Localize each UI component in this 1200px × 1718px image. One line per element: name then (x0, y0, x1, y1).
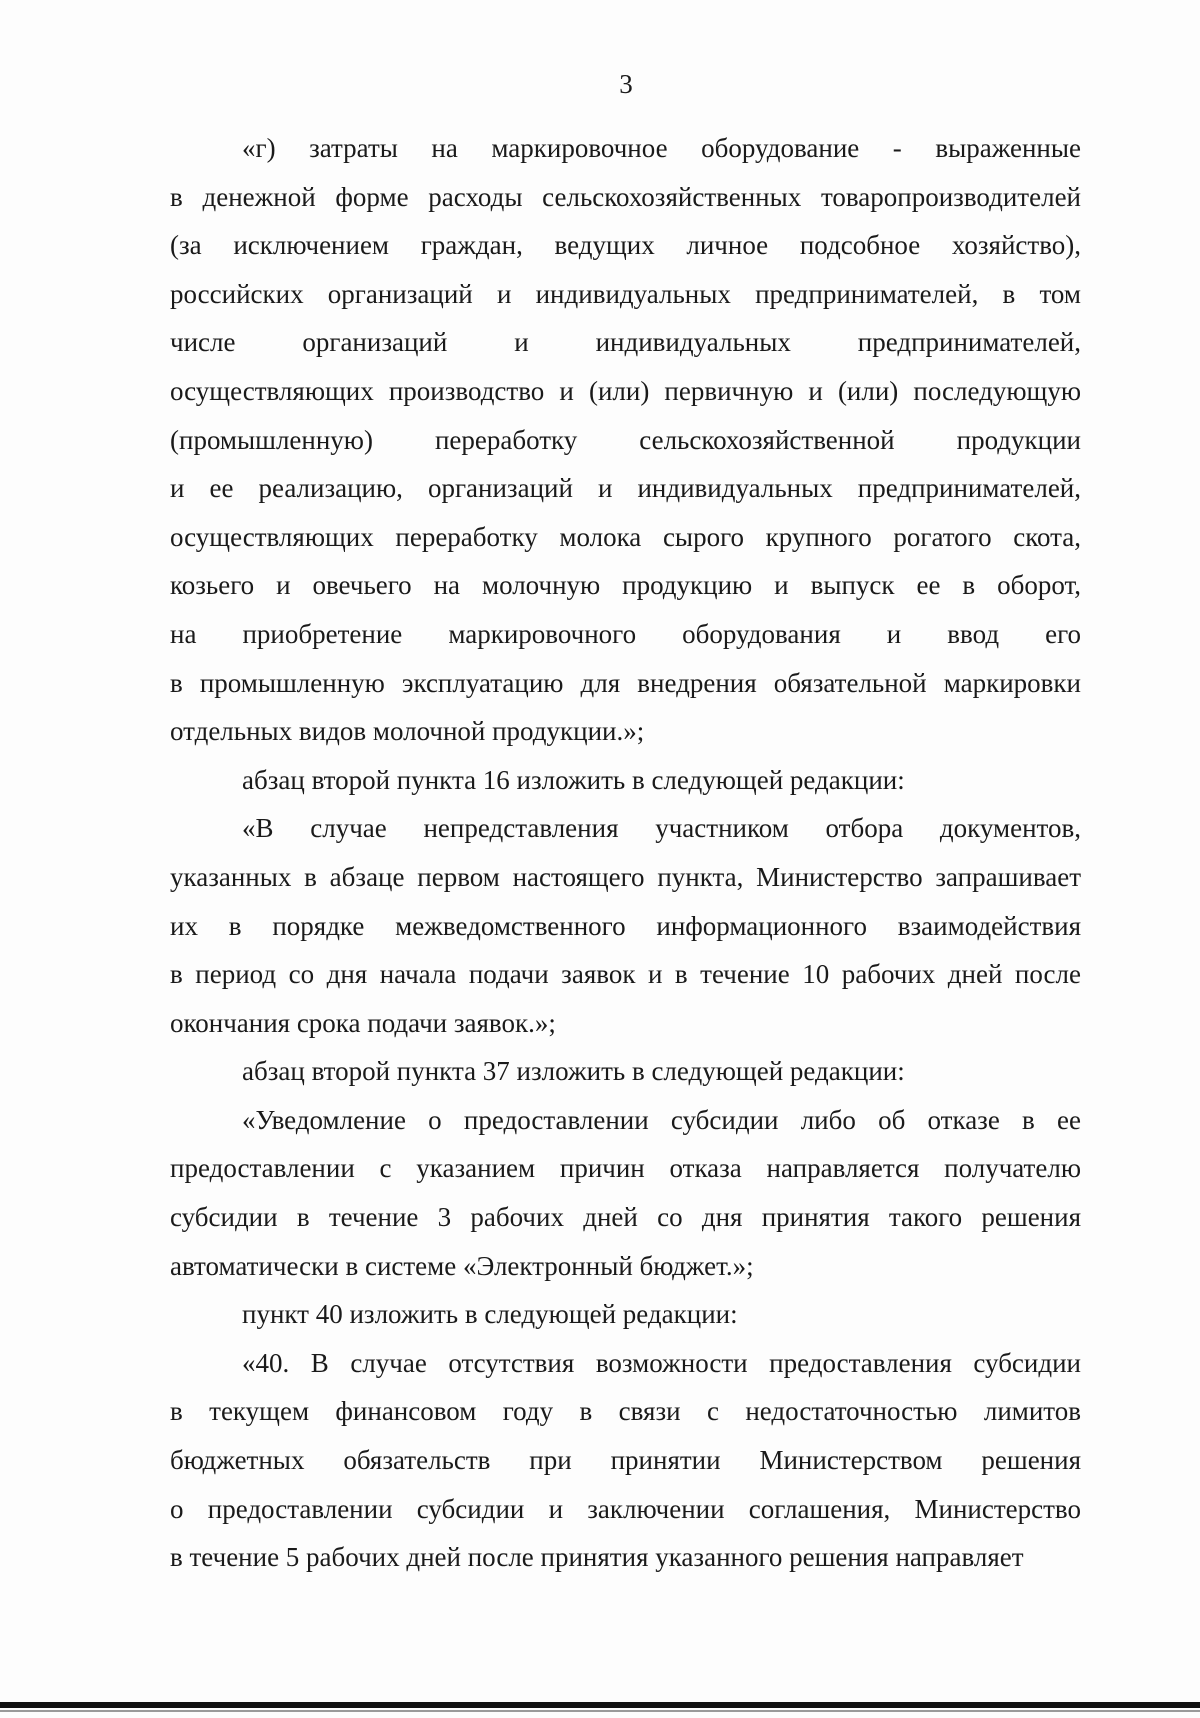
text-line: абзац второй пункта 37 изложить в следующей редакции: (242, 1056, 905, 1087)
text-line: «В случае непредставления участником отбора документов, (242, 813, 1081, 844)
paragraph (170, 804, 1081, 1047)
paragraph (170, 756, 1081, 805)
text-line: «40. В случае отсутствия возможности предоставления субсидии (242, 1347, 1081, 1378)
text-line: окончания срока подачи заявок.»; (170, 1007, 556, 1038)
text-line: «г) затраты на маркировочное оборудование - выраженные (242, 133, 1081, 163)
paragraph (170, 124, 1081, 756)
document-body (170, 124, 1081, 1582)
text-line: бюджетных обязательств при принятии Министерством решения (170, 1445, 1081, 1476)
text-line: российских организаций и индивидуальных предпринимателей, в том (170, 278, 1081, 309)
text-line: числе организаций и индивидуальных предпринимателей, (170, 327, 1081, 358)
text-line: пункт 40 изложить в следующей редакции: (242, 1299, 738, 1330)
page-bottom-border-shadow (0, 1710, 1200, 1712)
text-line: осуществляющих производство и (или) первичную и (или) последующую (170, 375, 1081, 406)
text-line: (за исключением граждан, ведущих личное подсобное хозяйство), (170, 230, 1081, 261)
text-line: в денежной форме расходы сельскохозяйственных товаропроизводителей (170, 181, 1081, 212)
text-line: о предоставлении субсидии и заключении соглашения, Министерство (170, 1493, 1081, 1524)
text-line: абзац второй пункта 16 изложить в следующей редакции: (242, 764, 905, 795)
text-line: их в порядке межведомственного информационного взаимодействия (170, 910, 1081, 941)
text-line: осуществляющих переработку молока сырого крупного рогатого скота, (170, 521, 1081, 552)
text-line: указанных в абзаце первом настоящего пункта, Министерство запрашивает (170, 861, 1081, 892)
text-line: субсидии в течение 3 рабочих дней со дня принятия такого решения (170, 1202, 1081, 1233)
paragraph (170, 1339, 1081, 1582)
page-number: 3 (619, 69, 633, 99)
page-bottom-border (0, 1702, 1200, 1708)
text-line: в течение 5 рабочих дней после принятия указанного решения направляет (170, 1542, 1024, 1573)
paragraph (170, 1096, 1081, 1290)
text-line: козьего и овечьего на молочную продукцию и выпуск ее в оборот, (170, 570, 1081, 601)
text-line: на приобретение маркировочного оборудования и ввод его (170, 618, 1081, 649)
text-line: автоматически в системе «Электронный бюджет.»; (170, 1250, 754, 1281)
text-line: в период со дня начала подачи заявок и в течение 10 рабочих дней после (170, 959, 1081, 990)
text-line: «Уведомление о предоставлении субсидии либо об отказе в ее (242, 1104, 1081, 1135)
paragraph (170, 1290, 1081, 1339)
text-line: отдельных видов молочной продукции.»; (170, 716, 645, 747)
paragraph (170, 1047, 1081, 1096)
text-line: (промышленную) переработку сельскохозяйственной продукции (170, 424, 1081, 455)
text-line: и ее реализацию, организаций и индивидуальных предпринимателей, (170, 473, 1081, 504)
text-line: в текущем финансовом году в связи с недостаточностью лимитов (170, 1396, 1081, 1427)
text-line: в промышленную эксплуатацию для внедрения обязательной маркировки (170, 667, 1081, 698)
text-line: предоставлении с указанием причин отказа направляется получателю (170, 1153, 1081, 1184)
